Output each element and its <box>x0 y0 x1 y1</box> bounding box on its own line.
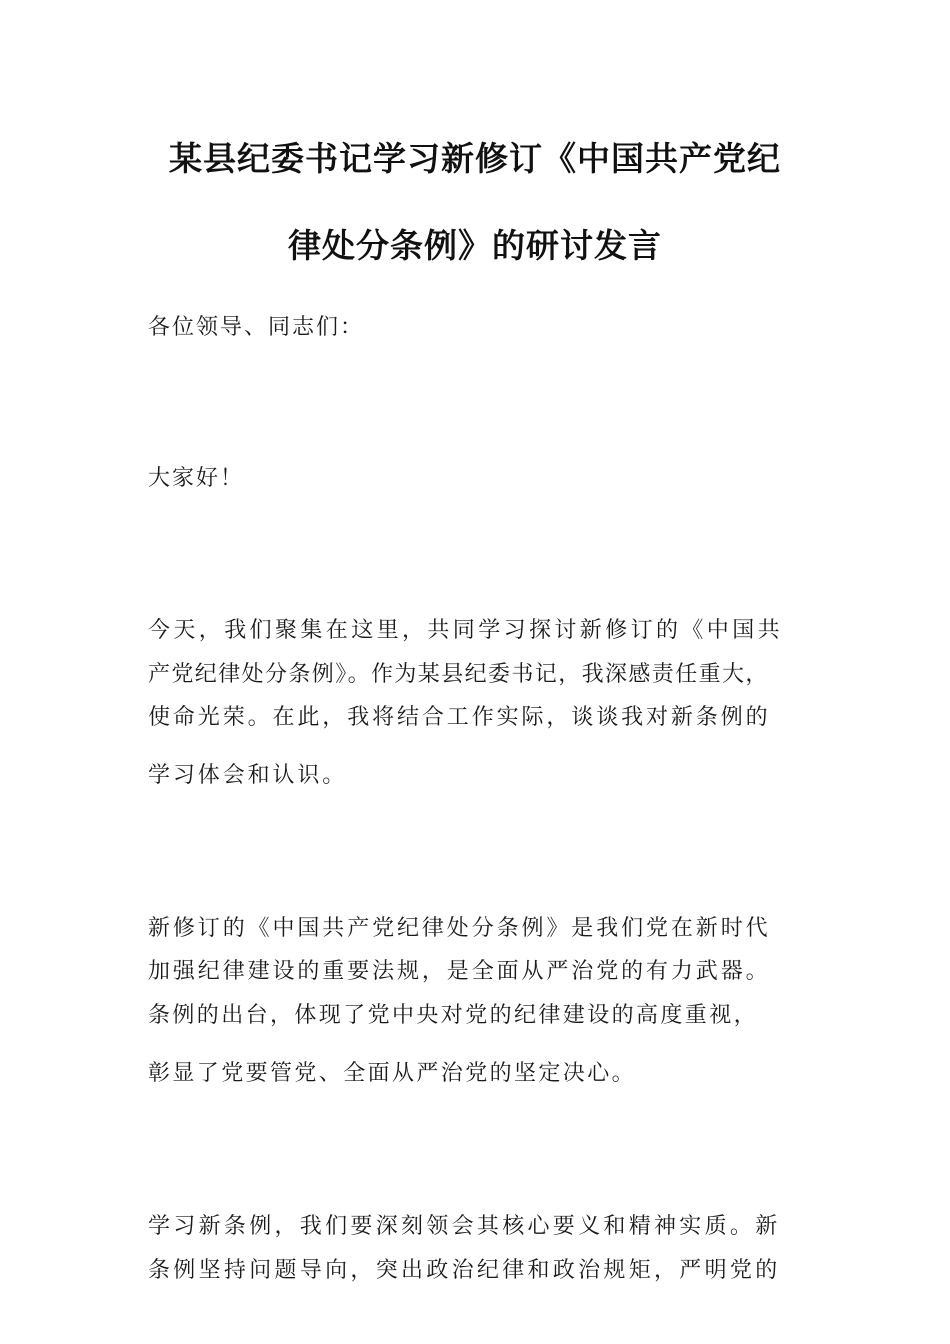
paragraph-2-line-3: 条例的出台，体现了党中央对党的纪律建设的高度重视， <box>148 1003 759 1028</box>
paragraph-1-line-2: 产党纪律处分条例》。作为某县纪委书记，我深感责任重大， <box>148 662 769 687</box>
paragraph-2-line-1: 新修订的《中国共产党纪律处分条例》是我们党在新时代 <box>148 916 771 941</box>
paragraph-1-line-3: 使命光荣。在此，我将结合工作实际，谈谈我对新条例的 <box>148 705 771 730</box>
document-title-line-2: 律处分条例》的研讨发言 <box>288 226 662 265</box>
paragraph-2-line-2: 加强纪律建设的重要法规，是全面从严治党的有力武器。 <box>148 959 771 984</box>
paragraph-3-line-2: 条例坚持问题导向，突出政治纪律和政治规矩，严明党的 <box>148 1258 781 1283</box>
paragraph-2-line-4: 彰显了党要管党、全面从严治党的坚定决心。 <box>148 1061 637 1086</box>
paragraph-3-line-1: 学习新条例，我们要深刻领会其核心要义和精神实质。新 <box>148 1214 781 1239</box>
greeting: 各位领导、同志们： <box>148 315 365 340</box>
document-title-line-1: 某县纪委书记学习新修订《中国共产党纪 <box>169 139 781 178</box>
paragraph-1-line-1: 今天，我们聚集在这里，共同学习探讨新修订的《中国共 <box>148 618 784 643</box>
paragraph-1-line-4: 学习体会和认识。 <box>148 763 348 788</box>
hello-line: 大家好！ <box>148 466 245 491</box>
